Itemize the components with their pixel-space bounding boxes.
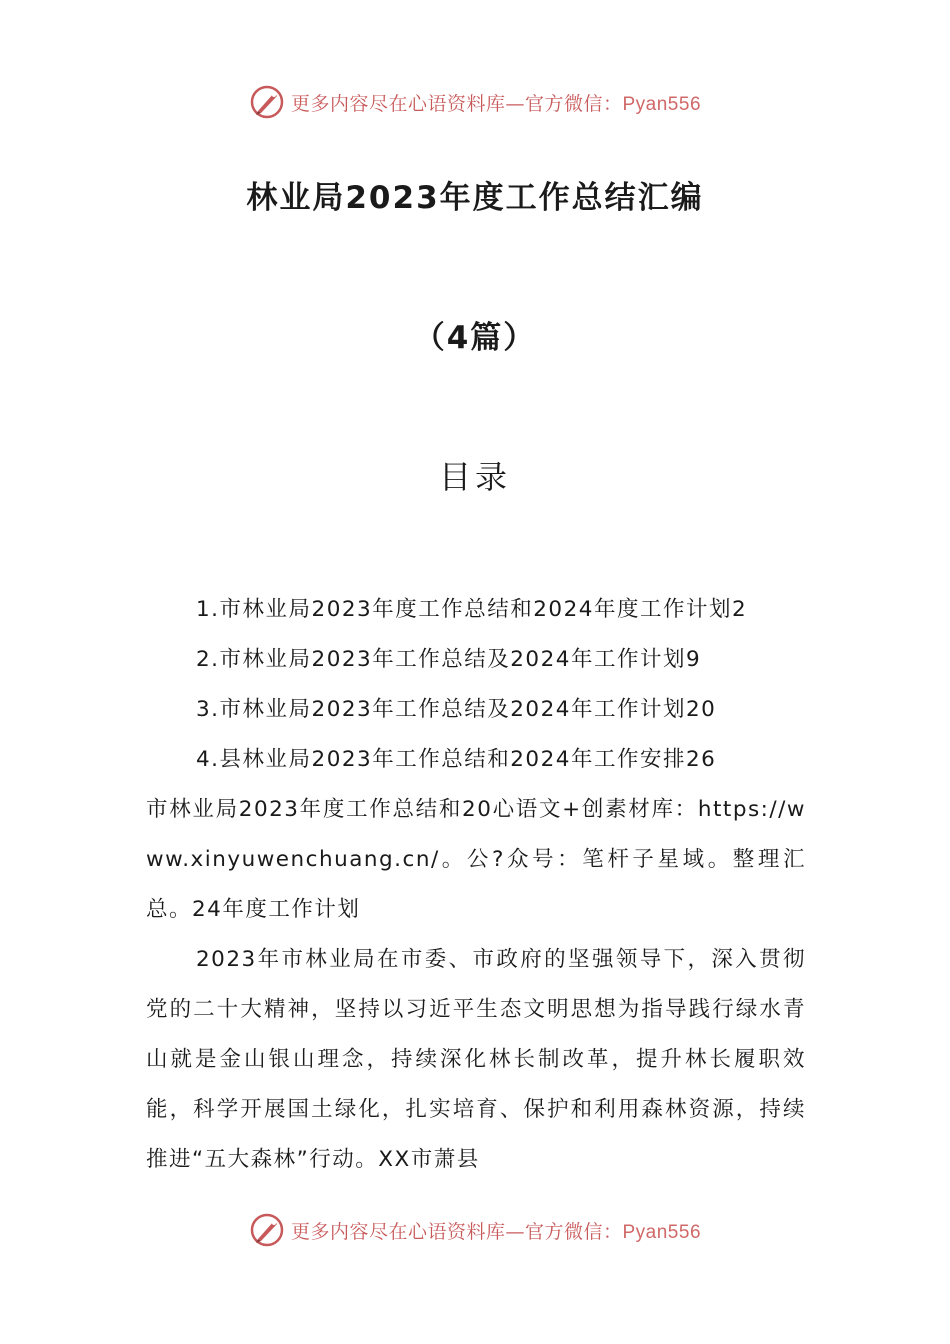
footer-watermark (0, 1210, 950, 1250)
document-body (146, 585, 806, 1185)
body-paragraph-1: 市林业局2023年度工作总结和20心语文+创素材库：https://www.xinyuwenchuang.cn/。公?众号：笔杆子星域。整理汇总。24年度工作计划 (146, 797, 806, 922)
watermark-handle: Pyan556 (622, 93, 702, 115)
watermark-label: 更多内容尽在心语资料库—官方微信： (290, 92, 623, 115)
header-watermark (0, 82, 950, 122)
toc-heading: 目录 (438, 458, 511, 496)
toc-item-4[interactable]: 4.县林业局2023年工作总结和2024年工作安排26 (196, 747, 717, 772)
toc-item-3[interactable]: 3.市林业局2023年工作总结及2024年工作计划20 (196, 697, 717, 722)
watermark-handle: Pyan556 (622, 1221, 702, 1243)
toc-item-1[interactable]: 1.市林业局2023年度工作总结和2024年度工作计划2 (196, 597, 748, 622)
watermark-text (291, 1217, 701, 1244)
toc-item-2[interactable]: 2.市林业局2023年工作总结及2024年工作计划9 (196, 647, 702, 672)
quill-logo-icon (249, 84, 285, 120)
document-subtitle: （4篇） (413, 320, 537, 356)
watermark-text (291, 89, 701, 116)
document-title: 林业局2023年度工作总结汇编 (246, 180, 704, 216)
body-paragraph-2: 2023年市林业局在市委、市政府的坚强领导下，深入贯彻党的二十大精神，坚持以习近平生态文明思想为指导践行绿水青山就是金山银山理念，持续深化林长制改革，提升林长履职效能，科学开展国土绿化，扎实培育、保护和利用森林资源，持续推进“五大森林”行动。XX市萧县 (146, 947, 806, 1172)
watermark-label: 更多内容尽在心语资料库—官方微信： (290, 1220, 623, 1243)
quill-logo-icon (249, 1212, 285, 1248)
